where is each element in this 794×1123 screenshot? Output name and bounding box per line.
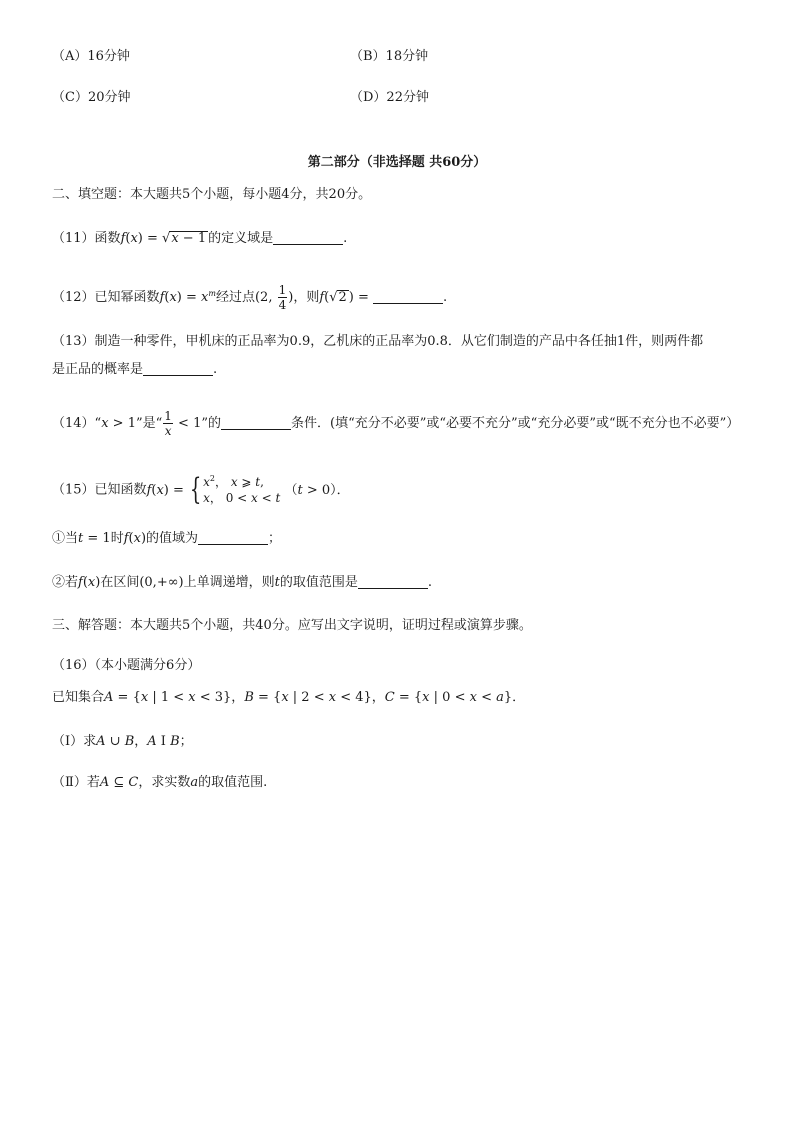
question-text: 经过点: [215, 290, 255, 305]
question-16-part1: [52, 733, 193, 751]
question-text: 已知幂函数: [94, 290, 160, 305]
answer-blank[interactable]: [221, 415, 291, 430]
question-text: 的定义域是: [208, 231, 274, 246]
math-expression: t = 1: [78, 531, 111, 546]
math-expression: “x > 1”是“ $\frac{1}{x}$ < 1”: [94, 409, 208, 438]
math-expression: f(x): [123, 531, 147, 546]
question-text: （Ⅰ）求: [52, 734, 97, 749]
question-text: 条件．(填“充分不必要”或“必要不充分”或“充分必要”或“既不充分也不必要”）: [291, 416, 740, 431]
question-text: ，求实数: [138, 775, 191, 790]
question-text: 在区间: [100, 575, 140, 590]
question-15-part1: [52, 530, 281, 548]
question-text: ②若: [52, 575, 79, 590]
question-11: [52, 230, 347, 248]
period: .: [213, 362, 218, 377]
math-expression: (0,+∞): [139, 575, 184, 590]
section3-heading: 三、解答题：本大题共5个小题，共40分。应写出文字说明，证明过程或演算步骤。: [52, 618, 532, 633]
question-16-header: （16）（本小题满分6分）: [52, 658, 201, 673]
question-number: （11）: [52, 231, 95, 246]
math-expression: $f(x) = x^m$: [159, 289, 216, 305]
answer-blank[interactable]: [143, 361, 213, 376]
section2-heading: 二、填空题：本大题共5个小题，每小题4分，共20分。: [52, 187, 372, 202]
question-text: 的值域为: [146, 531, 199, 546]
question-13-line1: （13）制造一种零件，甲机床的正品率为0.9，乙机床的正品率为0.8．从它们制造的产品中各任抽1件，则两件都: [52, 334, 704, 349]
option-b: （B）18分钟: [350, 49, 429, 64]
math-expression: f(x) = { $x^2$， x ⩾ t, x， 0 < x < t （t > 0）．: [146, 472, 350, 507]
question-12: [52, 283, 447, 312]
answer-blank[interactable]: [273, 230, 343, 245]
math-expression: t: [274, 575, 280, 590]
question-text: 函数: [94, 231, 121, 246]
question-14: [52, 409, 739, 438]
question-text: 的取值范围.: [198, 775, 268, 790]
answer-blank[interactable]: [358, 574, 428, 589]
math-expression: a: [190, 775, 199, 790]
question-text: ，则: [293, 290, 320, 305]
question-number: （14）: [52, 416, 95, 431]
math-expression: f(x) = √x − 1: [120, 231, 207, 246]
question-16-sets: [52, 689, 525, 707]
question-text: 是正品的概率是: [52, 362, 144, 377]
question-13-line2: [52, 361, 217, 379]
answer-blank[interactable]: [198, 530, 268, 545]
period: .: [343, 231, 348, 246]
math-expression: A ∪ B，A I B: [96, 734, 180, 749]
semicolon: ；: [268, 531, 282, 546]
question-text: 时: [110, 531, 124, 546]
question-text: ①当: [52, 531, 79, 546]
question-text: 上单调递增，则: [183, 575, 275, 590]
question-16-part2: [52, 774, 267, 792]
question-number: （15）: [52, 482, 95, 498]
question-text: 的取值范围是: [279, 575, 358, 590]
option-c: （C）20分钟: [52, 90, 131, 105]
question-number: （12）: [52, 290, 95, 305]
part2-title: 第二部分（非选择题 共60分）: [307, 155, 487, 170]
math-expression: A = {x | 1 < x < 3}，B = {x | 2 < x < 4}，C = {x | 0 < x < a}．: [104, 690, 526, 705]
math-expression: f(x): [78, 575, 101, 590]
question-text: （Ⅱ）若: [52, 775, 100, 790]
math-expression: A ⊆ C: [99, 775, 139, 790]
question-15-part2: [52, 574, 432, 592]
option-a: （A）16分钟: [52, 49, 130, 64]
option-d: （D）22分钟: [350, 90, 429, 105]
question-text: 已知集合: [52, 690, 105, 705]
semicolon: ；: [179, 734, 193, 749]
answer-blank[interactable]: [373, 289, 443, 304]
math-expression: f(√2 ) =: [319, 290, 369, 305]
question-15: [52, 474, 350, 506]
question-text: 已知函数: [94, 482, 147, 498]
math-expression: (2, $\frac{1}{4}$ ): [254, 283, 294, 312]
question-text: 的: [208, 416, 222, 431]
period: .: [443, 290, 448, 305]
period: .: [427, 575, 433, 590]
